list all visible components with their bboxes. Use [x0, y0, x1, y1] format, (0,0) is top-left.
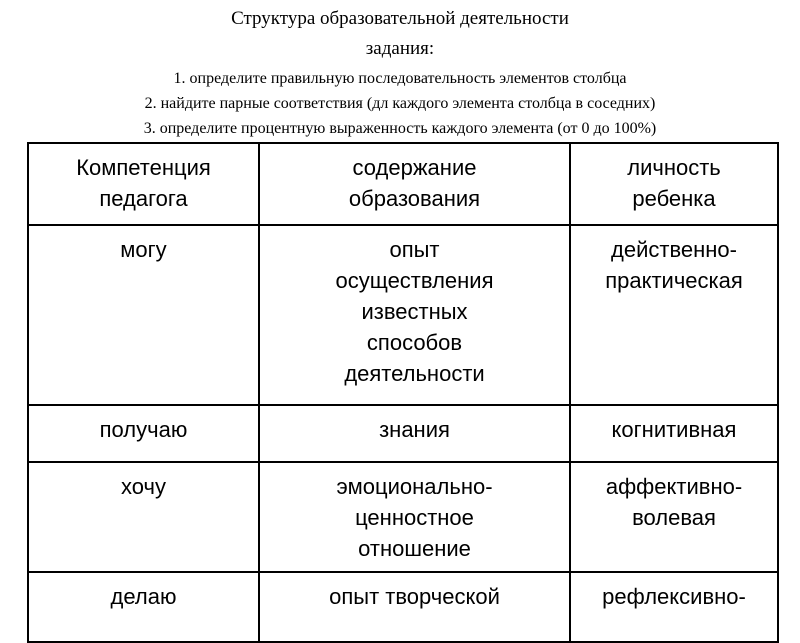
- page-title: Структура образовательной деятельности: [231, 8, 569, 29]
- cell-text: осуществления: [335, 268, 494, 293]
- cell-text: опыт: [389, 237, 440, 262]
- table-cell: [259, 225, 570, 405]
- table-cell: [570, 405, 778, 462]
- cell-text: ценностное: [355, 505, 474, 530]
- cell-text: эмоционально-: [336, 474, 493, 499]
- cell-text: способов: [366, 330, 463, 355]
- cell-text: когнитивная: [611, 417, 737, 442]
- cell-text: педагога: [99, 186, 188, 211]
- tasks-heading: задания:: [365, 38, 435, 59]
- cell-text: действенно-: [611, 237, 737, 262]
- table-row: [28, 572, 778, 642]
- cell-text: получаю: [99, 417, 188, 442]
- cell-text: личность: [627, 155, 721, 180]
- cell-text: практическая: [605, 268, 743, 293]
- table-cell: [28, 225, 259, 405]
- table-cell: [570, 225, 778, 405]
- table-header-row: [28, 143, 778, 225]
- cell-text: рефлексивно-: [602, 584, 746, 609]
- table-cell: [28, 572, 259, 642]
- cell-text: известных: [361, 299, 468, 324]
- table-cell: [259, 572, 570, 642]
- table-cell: [28, 405, 259, 462]
- cell-text: деятельности: [344, 361, 485, 386]
- table-row: [28, 462, 778, 572]
- cell-text: образования: [348, 186, 481, 211]
- task-item: 3. определите процентную выраженность каждого элемента (от 0 до 100%): [143, 120, 657, 137]
- cell-text: хочу: [121, 474, 166, 499]
- table-cell: [570, 462, 778, 572]
- cell-text: содержание: [352, 155, 477, 180]
- table-row: [28, 225, 778, 405]
- table-cell: [259, 462, 570, 572]
- cell-text: аффективно-: [605, 474, 743, 499]
- cell-text: могу: [120, 237, 167, 262]
- cell-text: волевая: [632, 505, 716, 530]
- task-item: 1. определите правильную последовательность элементов столбца: [173, 70, 627, 87]
- task-item: 2. найдите парные соответствия (дл каждого элемента столбца в соседних): [144, 95, 656, 112]
- structure-table: [27, 142, 779, 643]
- header-cell-competence: [28, 143, 259, 225]
- cell-text: ребенка: [632, 186, 716, 211]
- cell-text: делаю: [110, 584, 177, 609]
- table-cell: [259, 405, 570, 462]
- cell-text: опыт творческой: [329, 584, 500, 609]
- header-cell-content: [259, 143, 570, 225]
- cell-text: отношение: [358, 536, 471, 561]
- cell-text: знания: [379, 417, 450, 442]
- table-cell: [28, 462, 259, 572]
- table-row: [28, 405, 778, 462]
- cell-text: Компетенция: [76, 155, 211, 180]
- header-cell-personality: [570, 143, 778, 225]
- table-cell: [570, 572, 778, 642]
